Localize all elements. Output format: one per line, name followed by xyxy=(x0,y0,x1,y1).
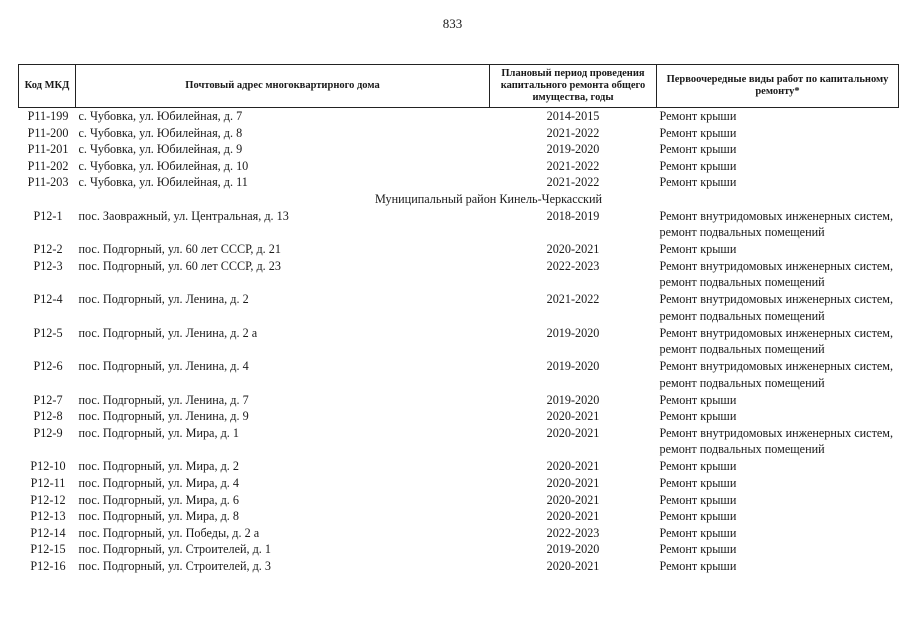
table-row xyxy=(19,158,899,175)
period-cell: 2020-2021 xyxy=(546,242,600,257)
works-cell xyxy=(657,408,899,425)
works-line: ремонт подвальных помещений xyxy=(659,225,825,240)
table-row xyxy=(19,408,899,425)
works-cell xyxy=(657,458,899,475)
address-cell: пос. Подгорный, ул. Мира, д. 4 xyxy=(78,475,239,490)
works-cell xyxy=(657,392,899,409)
period-cell: 2022-2023 xyxy=(546,525,600,540)
works-line: ремонт подвальных помещений xyxy=(659,308,825,323)
address-cell: пос. Подгорный, ул. Ленина, д. 2 xyxy=(78,292,249,307)
works-cell xyxy=(657,141,899,158)
works-line: Ремонт внутридомовых инженерных систем, xyxy=(659,258,894,273)
mkd-code-cell: Р12-8 xyxy=(33,409,63,424)
works-line: Ремонт крыши xyxy=(659,142,737,157)
works-cell xyxy=(657,425,899,459)
works-cell xyxy=(657,158,899,175)
address-cell: пос. Подгорный, ул. Мира, д. 8 xyxy=(78,509,239,524)
address-cell: с. Чубовка, ул. Юбилейная, д. 7 xyxy=(78,109,243,123)
table-row xyxy=(19,558,899,575)
period-cell: 2022-2023 xyxy=(546,258,600,273)
table-row xyxy=(19,525,899,542)
works-cell xyxy=(657,325,899,359)
works-cell xyxy=(657,492,899,509)
works-cell xyxy=(657,258,899,292)
page-number: 833 xyxy=(442,16,463,31)
table-row xyxy=(19,425,899,459)
works-line: Ремонт крыши xyxy=(659,558,737,573)
mkd-code-cell: Р12-13 xyxy=(30,509,66,524)
works-line: Ремонт крыши xyxy=(659,175,737,190)
works-line: Ремонт крыши xyxy=(659,492,737,507)
works-cell xyxy=(657,558,899,575)
address-cell: пос. Подгорный, ул. 60 лет СССР, д. 21 xyxy=(78,242,281,257)
table-row xyxy=(19,174,899,191)
works-line: Ремонт крыши xyxy=(659,392,737,407)
mkd-code-cell: Р11-203 xyxy=(27,175,69,190)
works-line: ремонт подвальных помещений xyxy=(659,442,825,457)
address-cell: пос. Подгорный, ул. 60 лет СССР, д. 23 xyxy=(78,258,281,273)
period-cell: 2020-2021 xyxy=(546,425,600,440)
address-cell: пос. Подгорный, ул. Мира, д. 6 xyxy=(78,492,239,507)
table-row xyxy=(19,475,899,492)
period-cell: 2021-2022 xyxy=(546,125,600,140)
works-line: Ремонт крыши xyxy=(659,475,737,490)
works-line: Ремонт крыши xyxy=(659,509,737,524)
header-period: Плановый период проведения капитального ремонта общего имущества, годы xyxy=(490,65,657,108)
works-line: Ремонт крыши xyxy=(659,158,737,173)
address-cell: пос. Подгорный, ул. Мира, д. 2 xyxy=(78,459,239,474)
mkd-code-cell: Р12-6 xyxy=(33,359,63,374)
table-row xyxy=(19,125,899,142)
mkd-code-cell: Р12-4 xyxy=(33,292,63,307)
period-cell: 2018-2019 xyxy=(546,208,600,223)
header-code: Код МКД xyxy=(19,65,76,108)
period-cell: 2021-2022 xyxy=(546,175,600,190)
works-line: Ремонт крыши xyxy=(659,109,737,123)
address-cell: пос. Заовражный, ул. Центральная, д. 13 xyxy=(78,208,289,223)
table-row xyxy=(19,541,899,558)
table-row xyxy=(19,108,899,125)
works-line: Ремонт крыши xyxy=(659,409,737,424)
table-row xyxy=(19,458,899,475)
works-line: Ремонт крыши xyxy=(659,125,737,140)
works-cell xyxy=(657,241,899,258)
works-cell xyxy=(657,291,899,325)
table-row xyxy=(19,358,899,392)
address-cell: пос. Подгорный, ул. Ленина, д. 4 xyxy=(78,359,249,374)
address-cell: пос. Подгорный, ул. Строителей, д. 3 xyxy=(78,558,271,573)
works-line: ремонт подвальных помещений xyxy=(659,342,825,357)
works-cell xyxy=(657,208,899,242)
mkd-code-cell: Р11-201 xyxy=(27,142,69,157)
works-line: ремонт подвальных помещений xyxy=(659,275,825,290)
period-cell: 2019-2020 xyxy=(546,392,600,407)
table-row xyxy=(19,258,899,292)
works-cell xyxy=(657,525,899,542)
address-cell: пос. Подгорный, ул. Строителей, д. 1 xyxy=(78,542,271,557)
period-cell: 2019-2020 xyxy=(546,359,600,374)
period-cell: 2021-2022 xyxy=(546,292,600,307)
mkd-code-cell: Р12-9 xyxy=(33,425,63,440)
table-row xyxy=(19,141,899,158)
address-cell: с. Чубовка, ул. Юбилейная, д. 8 xyxy=(78,125,243,140)
period-cell: 2021-2022 xyxy=(546,158,600,173)
mkd-code-cell: Р12-1 xyxy=(33,208,63,223)
district-heading-row xyxy=(19,191,899,208)
header-works: Первоочередные виды работ по капитальному ремонту* xyxy=(657,65,899,108)
address-cell: пос. Подгорный, ул. Ленина, д. 2 а xyxy=(78,325,258,340)
works-line: Ремонт крыши xyxy=(659,242,737,257)
table-row xyxy=(19,208,899,242)
mkd-code-cell: Р11-199 xyxy=(27,109,69,123)
works-cell xyxy=(657,541,899,558)
mkd-code-cell: Р12-3 xyxy=(33,258,63,273)
period-cell: 2020-2021 xyxy=(546,475,600,490)
table-row xyxy=(19,325,899,359)
works-line: Ремонт крыши xyxy=(659,542,737,557)
address-cell: пос. Подгорный, ул. Ленина, д. 7 xyxy=(78,392,249,407)
mkd-code-cell: Р12-12 xyxy=(30,492,66,507)
address-cell: пос. Подгорный, ул. Мира, д. 1 xyxy=(78,425,239,440)
mkd-code-cell: Р12-16 xyxy=(30,558,66,573)
period-cell: 2020-2021 xyxy=(546,558,600,573)
header-address: Почтовый адрес многоквартирного дома xyxy=(76,65,490,108)
mkd-code-cell: Р11-200 xyxy=(27,125,69,140)
works-line: Ремонт крыши xyxy=(659,459,737,474)
works-line: Ремонт внутридомовых инженерных систем, xyxy=(659,292,894,307)
table-row xyxy=(19,392,899,409)
period-cell: 2020-2021 xyxy=(546,509,600,524)
address-cell: пос. Подгорный, ул. Ленина, д. 9 xyxy=(78,409,249,424)
mkd-code-cell: Р12-10 xyxy=(30,459,66,474)
works-line: Ремонт внутридомовых инженерных систем, xyxy=(659,359,894,374)
table-row xyxy=(19,241,899,258)
works-cell xyxy=(657,125,899,142)
works-cell xyxy=(657,508,899,525)
address-cell: с. Чубовка, ул. Юбилейная, д. 11 xyxy=(78,175,248,190)
period-cell: 2019-2020 xyxy=(546,325,600,340)
period-cell: 2020-2021 xyxy=(546,409,600,424)
period-cell: 2014-2015 xyxy=(546,109,600,123)
table-body xyxy=(19,108,899,575)
period-cell: 2020-2021 xyxy=(546,492,600,507)
works-line: Ремонт внутридомовых инженерных систем, xyxy=(659,325,894,340)
mkd-code-cell: Р12-5 xyxy=(33,325,63,340)
works-cell xyxy=(657,174,899,191)
address-cell: с. Чубовка, ул. Юбилейная, д. 9 xyxy=(78,142,243,157)
works-cell xyxy=(657,358,899,392)
mkd-code-cell: Р12-11 xyxy=(30,475,66,490)
period-cell: 2019-2020 xyxy=(546,542,600,557)
works-line: Ремонт внутридомовых инженерных систем, xyxy=(659,208,894,223)
mkd-code-cell: Р12-14 xyxy=(30,525,66,540)
works-line: Ремонт крыши xyxy=(659,525,737,540)
address-cell: пос. Подгорный, ул. Победы, д. 2 а xyxy=(78,525,260,540)
mkd-code-cell: Р12-15 xyxy=(30,542,66,557)
works-line: ремонт подвальных помещений xyxy=(659,375,825,390)
repair-schedule-table xyxy=(18,64,899,575)
works-line: Ремонт внутридомовых инженерных систем, xyxy=(659,425,894,440)
period-cell: 2019-2020 xyxy=(546,142,600,157)
table-row xyxy=(19,508,899,525)
table-row xyxy=(19,492,899,509)
address-cell: с. Чубовка, ул. Юбилейная, д. 10 xyxy=(78,158,249,173)
period-cell: 2020-2021 xyxy=(546,459,600,474)
table-row xyxy=(19,291,899,325)
works-cell xyxy=(657,475,899,492)
mkd-code-cell: Р12-2 xyxy=(33,242,63,257)
mkd-code-cell: Р11-202 xyxy=(27,158,69,173)
works-cell xyxy=(657,108,899,125)
district-name: Муниципальный район Кинель-Черкасский xyxy=(375,191,602,206)
mkd-code-cell: Р12-7 xyxy=(33,392,63,407)
table-header xyxy=(19,65,899,108)
